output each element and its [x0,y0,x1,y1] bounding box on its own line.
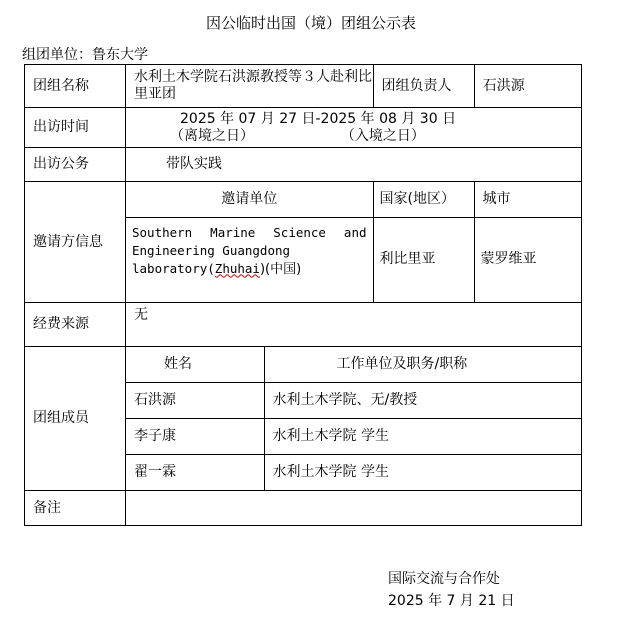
remarks-value [126,491,582,526]
group-name-label: 团组名称 [25,65,126,108]
time-range: 2025 年 07 月 27 日-2025 年 08 月 30 日 [180,110,457,127]
invite-header-country: 国家(地区） [373,182,474,217]
leader-label: 团组负责人 [373,65,474,108]
invite-unit-line1: Southern Marine Science and Engineering Guangdong [132,224,367,258]
members-inner-table [126,347,581,490]
invite-label: 邀请方信息 [25,182,126,303]
disclosure-table [24,64,582,526]
members-label: 团组成员 [25,347,126,491]
organizing-unit: 组团单位：鲁东大学 [22,47,148,63]
time-label: 出访时间 [25,108,126,148]
members-header-title: 工作单位及职务/职称 [264,347,581,382]
invite-unit-zhuhai: Zhuhai [214,260,260,276]
time-depart-note: （离境之日） [170,127,254,144]
page-title: 因公临时出国（境）团组公示表 [205,14,416,32]
group-name-value: 水利土木学院石洪源教授等３人赴利比里亚团 [126,65,374,108]
time-return-note: （入境之日） [340,127,425,144]
funding-label: 经费来源 [25,303,126,347]
task-value: 带队实践 [126,148,582,182]
remarks-label: 备注 [25,491,126,526]
invite-header-unit: 邀请单位 [126,182,373,217]
member-name: 石洪源 [126,382,264,418]
invite-header-city: 城市 [474,182,581,217]
members-header-name: 姓名 [126,347,264,382]
invite-country-value: 利比里亚 [373,217,474,302]
member-title: 水利土木学院、无/教授 [264,382,581,418]
member-row [126,454,581,490]
funding-value: 无 [126,303,582,347]
invite-unit-value [126,217,373,302]
member-title: 水利土木学院 学生 [264,454,581,490]
invite-unit-line2a: laboratory( [132,260,215,276]
member-name: 李子康 [126,418,264,454]
member-row [126,382,581,418]
invite-unit-line2c: )(中国) [259,261,302,277]
invite-inner-table [126,182,581,302]
invite-city-value: 蒙罗维亚 [474,217,581,302]
task-label: 出访公务 [25,148,126,182]
member-row [126,418,581,454]
issuing-office: 国际交流与合作处 [388,571,500,587]
member-title: 水利土木学院 学生 [264,418,581,454]
member-name: 翟一霖 [126,454,264,490]
issue-date: 2025 年 7 月 21 日 [388,593,515,609]
time-value [126,108,582,148]
leader-value: 石洪源 [474,65,581,108]
